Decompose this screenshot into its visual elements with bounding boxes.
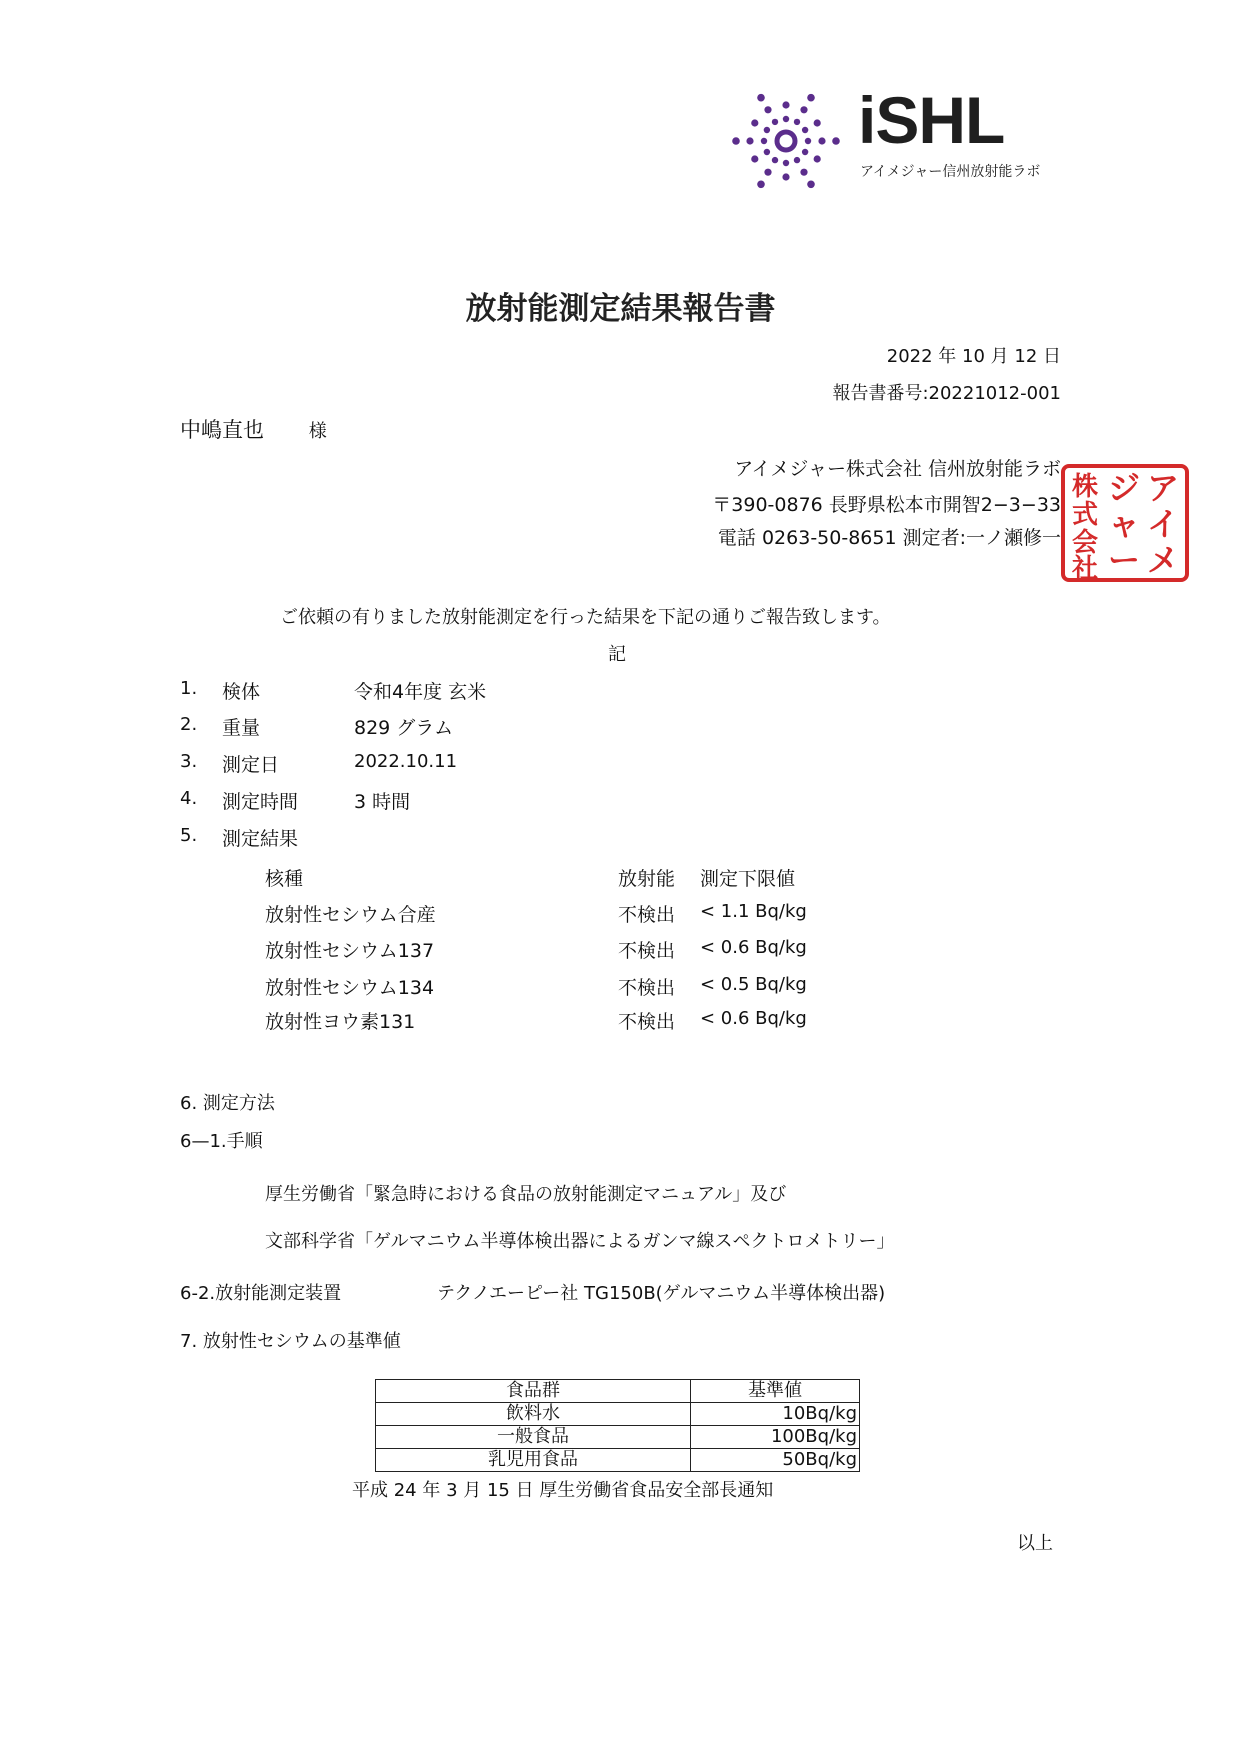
table-row — [376, 1449, 860, 1472]
svg-text:式: 式 — [1071, 500, 1099, 530]
logo-dot — [807, 181, 815, 189]
report-number: 報告書番号:20221012-001 — [832, 383, 1061, 404]
result-limit: < 0.6 Bq/kg — [700, 1008, 807, 1029]
food-group-cell: 飲料水 — [376, 1403, 691, 1426]
result-nuclide: 放射性セシウム合産 — [265, 904, 436, 926]
logo-dot — [732, 137, 740, 145]
results-header-limit: 測定下限値 — [700, 868, 796, 890]
logo-dot — [783, 116, 789, 122]
result-limit: < 1.1 Bq/kg — [700, 901, 807, 922]
table-header-row — [376, 1380, 860, 1403]
result-value: 不検出 — [618, 1011, 676, 1033]
svg-text:メ: メ — [1146, 541, 1180, 579]
intro-text: ご依頼の有りました放射能測定を行った結果を下記の通りご報告致します。 — [280, 607, 891, 628]
item-value: 2022.10.11 — [354, 751, 458, 772]
procedure-line: 厚生労働省「緊急時における食品の放射能測定マニュアル」及び — [265, 1184, 787, 1205]
svg-text:ア: ア — [1146, 469, 1180, 507]
procedure-line: 文部科学省「ゲルマニウム半導体検出器によるガンマ線スペクトロメトリー」 — [265, 1231, 895, 1252]
logo-dot — [772, 157, 778, 163]
radiation-burst-icon — [730, 85, 842, 197]
logo-dot — [818, 137, 825, 144]
table-header-cell: 食品群 — [376, 1380, 691, 1403]
recipient-honorific: 様 — [308, 421, 327, 442]
table-header-cell: 基準値 — [691, 1380, 860, 1403]
logo-dot — [782, 101, 789, 108]
logo-dot — [783, 160, 789, 166]
result-limit: < 0.6 Bq/kg — [700, 937, 807, 958]
food-group-cell: 一般食品 — [376, 1426, 691, 1449]
results-header-radioactivity: 放射能 — [618, 868, 676, 890]
logo-dot — [800, 169, 807, 176]
logo-center-ring — [777, 132, 795, 150]
logo-dot — [751, 155, 758, 162]
table-row — [376, 1426, 860, 1449]
standard-value-cell: 10Bq/kg — [691, 1403, 860, 1426]
item-label: 測定日 — [222, 754, 280, 776]
svg-text:ャ: ャ — [1107, 505, 1141, 543]
logo-dot — [761, 138, 767, 144]
logo-wordmark: iSHL — [858, 83, 1005, 157]
svg-text:イ: イ — [1146, 505, 1180, 543]
result-value: 不検出 — [618, 904, 676, 926]
logo-dot — [832, 137, 840, 145]
results-header-nuclide: 核種 — [265, 868, 304, 890]
item-label: 重量 — [222, 717, 261, 739]
logo-dot — [746, 137, 753, 144]
logo-dot — [802, 149, 808, 155]
recipient-name: 中嶋直也 — [180, 418, 264, 442]
logo-dot — [800, 106, 807, 113]
standards-heading: 7. 放射性セシウムの基準値 — [180, 1331, 401, 1352]
report-date: 2022 年 10 月 12 日 — [886, 346, 1061, 367]
item-number: 5. — [180, 825, 198, 846]
item-label: 検体 — [222, 681, 261, 703]
svg-text:ジ: ジ — [1107, 469, 1141, 507]
issuer-address: 〒390-0876 長野県松本市開智2−3−33 — [712, 494, 1061, 516]
logo-dot — [807, 94, 815, 102]
svg-text:会: 会 — [1071, 528, 1099, 558]
logo-dot — [794, 119, 800, 125]
logo-dot — [757, 94, 765, 102]
result-limit: < 0.5 Bq/kg — [700, 974, 807, 995]
document-title: 放射能測定結果報告書 — [465, 291, 776, 327]
company-logo — [730, 85, 1060, 195]
device-value: テクノエーピー社 TG150B(ゲルマニウム半導体検出器) — [437, 1283, 886, 1304]
result-nuclide: 放射性セシウム137 — [265, 940, 435, 962]
item-value: 令和4年度 玄米 — [354, 681, 487, 703]
standards-note: 平成 24 年 3 月 15 日 厚生労働省食品安全部長通知 — [352, 1480, 774, 1501]
procedure-heading: 6—1.手順 — [180, 1131, 263, 1152]
result-value: 不検出 — [618, 940, 676, 962]
issuer-contact: 電話 0263-50-8651 測定者:一ノ瀬修一 — [717, 527, 1061, 549]
result-value: 不検出 — [618, 977, 676, 999]
item-number: 1. — [180, 678, 198, 699]
standards-table — [375, 1379, 860, 1472]
company-seal — [1060, 463, 1190, 583]
recipient — [180, 414, 327, 444]
logo-dot — [772, 119, 778, 125]
table-row — [376, 1403, 860, 1426]
logo-dot — [751, 119, 758, 126]
issuer-company: アイメジャー株式会社 信州放射能ラボ — [734, 458, 1061, 480]
svg-text:ー: ー — [1107, 541, 1141, 579]
standard-value-cell: 100Bq/kg — [691, 1426, 860, 1449]
item-value: 829 グラム — [354, 717, 454, 739]
result-nuclide: 放射性ヨウ素131 — [265, 1011, 416, 1033]
logo-dot — [782, 173, 789, 180]
item-number: 2. — [180, 714, 198, 735]
logo-dot — [814, 119, 821, 126]
food-group-cell: 乳児用食品 — [376, 1449, 691, 1472]
item-value: 3 時間 — [354, 791, 411, 813]
item-number: 3. — [180, 751, 198, 772]
standard-value-cell: 50Bq/kg — [691, 1449, 860, 1472]
logo-dot — [757, 181, 765, 189]
logo-dot — [764, 169, 771, 176]
result-nuclide: 放射性セシウム134 — [265, 977, 435, 999]
logo-dot — [764, 149, 770, 155]
logo-dot — [802, 127, 808, 133]
item-number: 4. — [180, 788, 198, 809]
logo-dot — [794, 157, 800, 163]
logo-dot — [764, 106, 771, 113]
svg-text:社: 社 — [1071, 554, 1099, 583]
svg-text:株: 株 — [1071, 472, 1099, 502]
closing-mark: 以上 — [1017, 1533, 1053, 1554]
device-label: 6-2.放射能測定装置 — [180, 1283, 342, 1304]
logo-dot — [814, 155, 821, 162]
item-label: 測定時間 — [222, 791, 299, 813]
ki-marker: 記 — [608, 644, 626, 665]
logo-dot — [764, 127, 770, 133]
logo-subtitle: アイメジャー信州放射能ラボ — [860, 164, 1041, 180]
method-heading: 6. 測定方法 — [180, 1093, 275, 1114]
item-label: 測定結果 — [222, 828, 299, 850]
logo-dot — [805, 138, 811, 144]
